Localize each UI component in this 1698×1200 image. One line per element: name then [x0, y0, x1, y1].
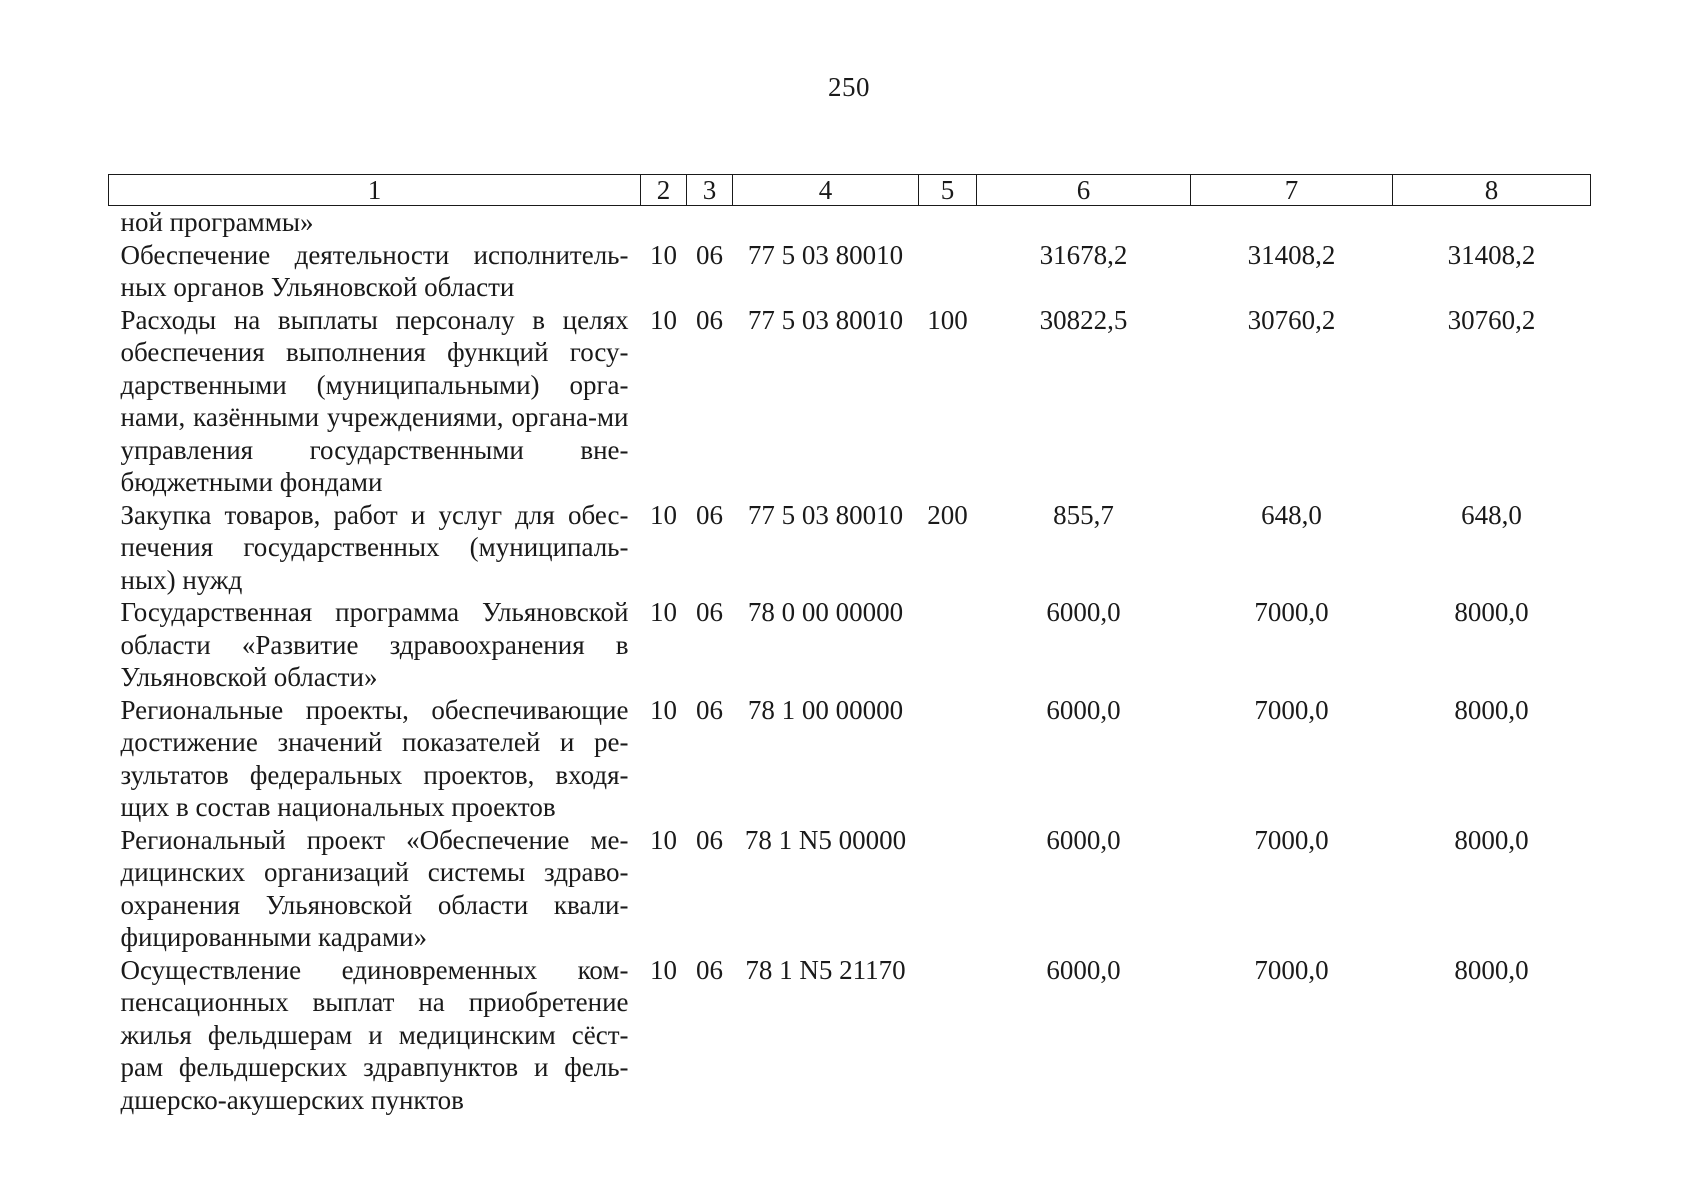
target-article-code: 78 1 N5 21170 [745, 954, 906, 985]
amount-col-6: 6000,0 [1046, 824, 1121, 855]
amount-col-6: 6000,0 [1046, 597, 1121, 627]
expense-type-code [919, 824, 977, 954]
amount-col-6: 6000,0 [1046, 954, 1121, 985]
target-article-code: 78 1 00 00000 [747, 694, 904, 725]
item-name: Закупка товаров, работ и услуг для обес-печения государственных (муниципаль-ных) нужд [120, 499, 629, 595]
table-row [109, 499, 1591, 597]
amount-col-8: 8000,0 [1454, 954, 1529, 985]
target-article-code: 78 1 N5 00000 [744, 824, 907, 855]
amount-col-8: 8000,0 [1454, 824, 1529, 855]
subsection-code: 06 [696, 499, 723, 530]
amount-col-7: 7000,0 [1254, 694, 1329, 725]
amount-col-7: 30760,2 [1247, 304, 1336, 335]
section-code: 10 [650, 824, 677, 855]
table-row [109, 304, 1591, 499]
amount-col-8: 648,0 [1461, 499, 1522, 530]
amount-col-8: 30760,2 [1447, 304, 1536, 335]
expense-type-code [919, 206, 977, 239]
table-row [109, 824, 1591, 954]
target-article-code: 77 5 03 80010 [747, 499, 904, 530]
section-code: 10 [650, 499, 677, 530]
subsection-code: 06 [696, 824, 723, 855]
budget-table [108, 174, 1591, 1116]
target-article-code [733, 206, 919, 239]
amount-col-8 [1393, 206, 1591, 239]
subsection-code: 06 [696, 304, 723, 335]
column-header-1: 1 [109, 175, 641, 206]
column-header-3: 3 [687, 175, 733, 206]
table-header-row [109, 175, 1591, 206]
page-number: 250 [828, 72, 870, 102]
target-article-code: 77 5 03 80010 [747, 239, 904, 270]
expense-type-code [919, 239, 977, 304]
item-name: Региональный проект «Обеспечение ме-дицинских организаций системы здраво-охранения Ульяновской области квали-фицированными кадрами» [120, 824, 629, 952]
section-code [641, 206, 687, 239]
subsection-code [687, 206, 733, 239]
column-header-4: 4 [733, 175, 919, 206]
amount-col-6: 31678,2 [1039, 239, 1128, 270]
amount-col-7: 7000,0 [1254, 954, 1329, 985]
amount-col-6 [977, 206, 1191, 239]
amount-col-7: 7000,0 [1254, 597, 1329, 627]
amount-col-6: 855,7 [1053, 499, 1114, 530]
item-name: Обеспечение деятельности исполнитель-ных органов Ульяновской области [120, 239, 629, 302]
section-code: 10 [650, 954, 677, 985]
subsection-code: 06 [696, 954, 723, 985]
table-row [109, 206, 1591, 239]
table-body [109, 206, 1591, 1117]
table-row [109, 954, 1591, 1117]
amount-col-6: 6000,0 [1046, 694, 1121, 725]
section-code: 10 [650, 597, 677, 627]
subsection-code: 06 [696, 694, 723, 725]
column-header-5: 5 [919, 175, 977, 206]
amount-col-6: 30822,5 [1039, 304, 1128, 335]
table-row [109, 694, 1591, 824]
section-code: 10 [650, 239, 677, 270]
amount-col-7: 31408,2 [1247, 239, 1336, 270]
expense-type-code [919, 954, 977, 1117]
subsection-code: 06 [696, 597, 723, 627]
item-name: Расходы на выплаты персоналу в целях обеспечения выполнения функций госу-дарственными (муниципальными) орга-нами, казёнными учреждениями, органа-ми управления государственными вне-бюджетными фондами [120, 304, 629, 497]
table-row [109, 596, 1591, 694]
target-article-code: 78 0 00 00000 [747, 597, 904, 627]
item-name: Региональные проекты, обеспечивающие достижение значений показателей и ре-зультатов федеральных проектов, входя-щих в состав национальных проектов [120, 694, 629, 822]
item-name: ной программы» [120, 207, 314, 237]
amount-col-7: 648,0 [1261, 499, 1322, 530]
amount-col-8: 8000,0 [1454, 694, 1529, 725]
expense-type-code [919, 596, 977, 694]
section-code: 10 [650, 694, 677, 725]
subsection-code: 06 [696, 239, 723, 270]
target-article-code: 77 5 03 80010 [747, 304, 904, 335]
amount-col-8: 31408,2 [1447, 239, 1536, 270]
expense-type-code [919, 694, 977, 824]
amount-col-7 [1191, 206, 1393, 239]
expense-type-code: 100 [927, 304, 968, 335]
item-name: Государственная программа Ульяновской области «Развитие здравоохранения в Ульяновской области» [120, 597, 629, 692]
column-header-8: 8 [1393, 175, 1591, 206]
amount-col-7: 7000,0 [1254, 824, 1329, 855]
table-row [109, 239, 1591, 304]
section-code: 10 [650, 304, 677, 335]
column-header-6: 6 [977, 175, 1191, 206]
column-header-7: 7 [1191, 175, 1393, 206]
expense-type-code: 200 [927, 499, 968, 530]
column-header-2: 2 [641, 175, 687, 206]
amount-col-8: 8000,0 [1454, 597, 1529, 627]
item-name: Осуществление единовременных ком-пенсационных выплат на приобретение жилья фельдшерам и медицинским сёст-рам фельдшерских здравпунктов и фель-дшерско-акушерских пунктов [120, 954, 629, 1115]
